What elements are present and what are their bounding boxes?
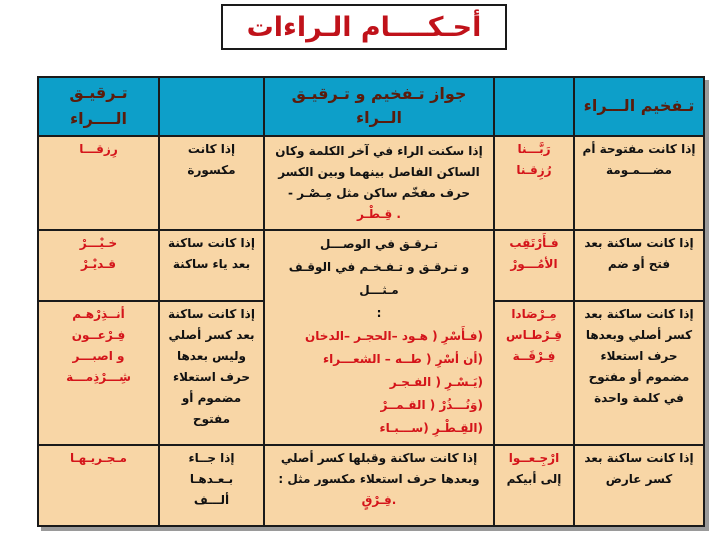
page-title: أحـكــــام الـراءات bbox=[246, 11, 482, 43]
example-word: و اصبـــر bbox=[72, 348, 125, 363]
example-word: قِـرْطـاس bbox=[506, 327, 562, 342]
header-tarqiq: تـرقيـق الــــراء bbox=[38, 77, 159, 136]
text-line: الساكن الفاصل بينهما وبين الكسر bbox=[278, 164, 480, 179]
example-word: ارْجِـعــوا bbox=[508, 451, 560, 466]
rules-table bbox=[37, 76, 705, 527]
tafkhim-example-cell bbox=[494, 445, 574, 526]
table-row bbox=[38, 230, 704, 300]
example-word: . قِـطْـر bbox=[357, 206, 401, 221]
title-box bbox=[221, 4, 507, 50]
tarqiq-example-cell bbox=[38, 301, 159, 446]
text-line: إذا كانت ساكنة بعد bbox=[584, 451, 694, 466]
text-line: مضـــمـومة bbox=[606, 162, 672, 177]
text-line: كسر عارض bbox=[605, 472, 673, 487]
example-word: شِـــرْذِمـــة bbox=[66, 369, 131, 384]
tafkhim-rule-cell bbox=[574, 136, 704, 231]
example-word: مـجـريـهـا bbox=[70, 451, 127, 466]
example-word: (أن أسْرِ ( طــه – الشعـــراء bbox=[323, 352, 483, 367]
example-word: رُزِقـنا bbox=[516, 162, 552, 177]
text-line: إذا كانت ساكنة bbox=[168, 306, 255, 321]
text-line: إذا سكنت الراء في آخر الكلمة وكان bbox=[275, 143, 483, 158]
text-line: مفتوح bbox=[192, 411, 231, 426]
tarqiq-rule-cell bbox=[159, 136, 264, 231]
header-row bbox=[38, 77, 704, 136]
example-word: فِـرْعــون bbox=[71, 327, 126, 342]
text-line: و تـرقـق و تـفـخـم في الوقـف مـثـــل bbox=[288, 260, 470, 298]
example-word: أنــذِرْهـم bbox=[72, 306, 125, 321]
text-line: ألـــف bbox=[193, 493, 230, 508]
text-line: إذا كانت ساكنة بعد bbox=[584, 236, 694, 251]
example-word: فِـرْقَــة bbox=[512, 348, 556, 363]
tafkhim-rule-cell bbox=[574, 230, 704, 300]
jawaz-cell bbox=[264, 445, 494, 526]
text-line: بعد كسر أصلي bbox=[168, 327, 255, 342]
text-line: مضموم أو مفتوح bbox=[588, 369, 690, 384]
example-word: رِزقـــا bbox=[79, 141, 118, 156]
header-tafkhim: تـفخيم الـــراء bbox=[574, 77, 704, 136]
text-line: وليس بعدها bbox=[176, 348, 247, 363]
text-line: حرف استعلاء bbox=[600, 348, 678, 363]
text-line: مضموم أو bbox=[181, 390, 242, 405]
example-word: الأمُـــورْ bbox=[510, 257, 558, 272]
tarqiq-rule-cell bbox=[159, 230, 264, 300]
example-word: قـديْـرْ bbox=[81, 257, 116, 272]
text-line: : bbox=[376, 306, 382, 321]
example-word: (وَنُـــذُرْ ( القـمــرْ bbox=[380, 398, 483, 413]
tafkhim-rule-cell bbox=[574, 301, 704, 446]
example-word: فـأَرْتَقِب bbox=[509, 236, 559, 251]
text-line: إذا كانت ساكنة بعد bbox=[584, 306, 694, 321]
tafkhim-example-cell bbox=[494, 136, 574, 231]
text-line: فتح أو ضم bbox=[607, 257, 671, 272]
text-line: وبعدها حرف استعلاء مكسور مثل : bbox=[278, 472, 480, 487]
text-line: إذا كانت ساكنة bbox=[168, 236, 255, 251]
tarqiq-example-cell bbox=[38, 230, 159, 300]
header-tarqiq-rule bbox=[159, 77, 264, 136]
tarqiq-rule-cell bbox=[159, 301, 264, 446]
text-line: تـرقـق في الوصـــل bbox=[320, 237, 438, 252]
example-word: .فِـرْقٍ bbox=[361, 493, 397, 508]
text-line: حرف مفخّم ساكن مثل مِـصْـر - bbox=[287, 185, 471, 200]
example-word: مِـرْصَادا bbox=[511, 306, 557, 321]
text-line: إذا كانت مفتوحة أم bbox=[582, 141, 696, 156]
text-line: حرف استعلاء bbox=[172, 369, 251, 384]
tarqiq-rule-cell bbox=[159, 445, 264, 526]
example-word: (القِـطْـرِ (ســـبـاء bbox=[379, 421, 483, 436]
text-line: كسر أصلي وبعدها bbox=[585, 327, 693, 342]
tafkhim-rule-cell bbox=[574, 445, 704, 526]
text-line: في كلمة واحدة bbox=[594, 390, 684, 405]
text-line: إذا جــاء بـعـدهـا bbox=[188, 451, 235, 487]
jawaz-cell bbox=[264, 136, 494, 231]
example-word: (يَـسْـرِ ( الفـجـر bbox=[389, 375, 483, 390]
example-word: رَبَّـــنا bbox=[517, 141, 551, 156]
jawaz-cell bbox=[264, 230, 494, 445]
text-line: بعد ياء ساكنة bbox=[172, 257, 251, 272]
tafkhim-example-cell bbox=[494, 230, 574, 300]
table-row bbox=[38, 445, 704, 526]
example-word: (فـأَسْرِ ( هـود –الحجـر –الدخان bbox=[305, 329, 483, 344]
text-line: إذا كانت ساكنة وقبلها كسر أصلي bbox=[280, 451, 478, 466]
header-jawaz: جواز تـفخيم و تـرقيـق الــراء bbox=[264, 77, 494, 136]
header-tafkhim-examples bbox=[494, 77, 574, 136]
tarqiq-example-cell bbox=[38, 136, 159, 231]
tafkhim-example-cell bbox=[494, 301, 574, 446]
example-word: خـيْـــرْ bbox=[79, 236, 118, 251]
table-row bbox=[38, 136, 704, 231]
text-line: إلى أبيكم bbox=[506, 472, 562, 487]
text-line: إذا كانت مكسورة bbox=[187, 141, 236, 177]
tarqiq-example-cell bbox=[38, 445, 159, 526]
